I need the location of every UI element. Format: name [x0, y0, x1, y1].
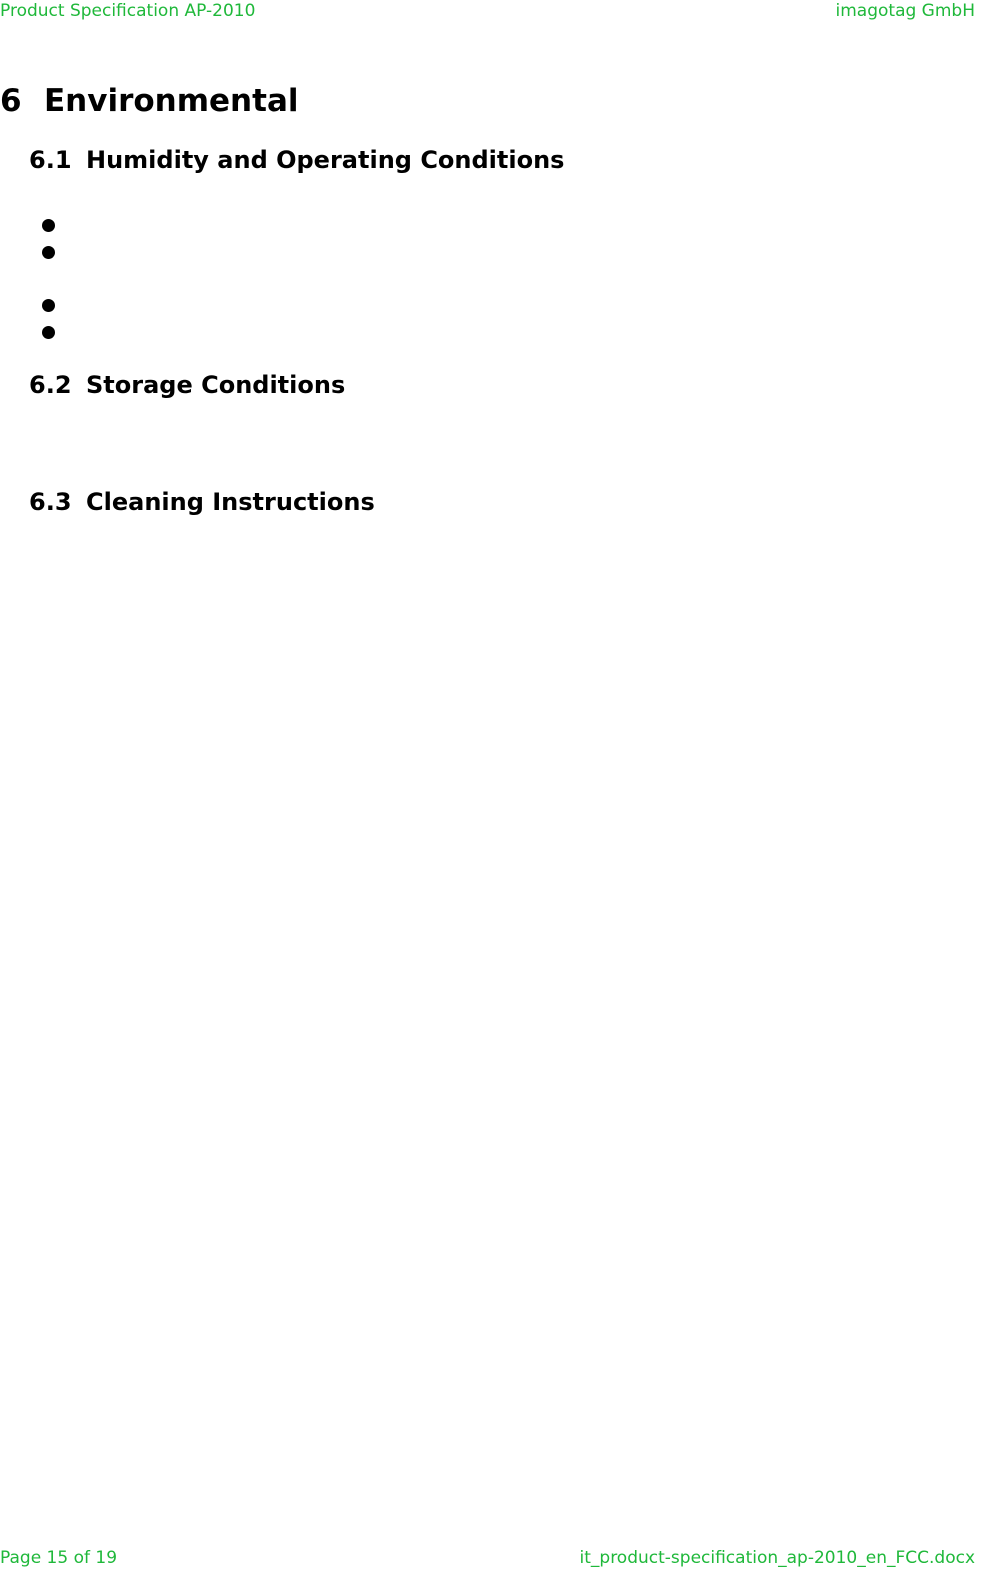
footer-page-number: Page 15 of 19	[0, 1548, 118, 1568]
header-document-title: Product Specification AP-2010	[0, 1, 256, 21]
subsection-heading-storage	[29, 373, 345, 397]
section-number: 6	[0, 83, 22, 119]
bullet-icon	[42, 246, 55, 259]
subsection-heading-humidity	[29, 148, 564, 172]
subsection-number: 6.1	[29, 146, 72, 174]
subsection-title: Humidity and Operating Conditions	[86, 146, 565, 174]
subsection-number: 6.3	[29, 488, 72, 516]
section-title: Environmental	[44, 83, 299, 119]
bullet-icon	[42, 299, 55, 312]
subsection-heading-cleaning	[29, 490, 375, 514]
header-company-name: imagotag GmbH	[835, 1, 975, 21]
bullet-icon	[42, 219, 55, 232]
section-heading	[0, 83, 299, 119]
subsection-title: Storage Conditions	[86, 371, 346, 399]
subsection-title: Cleaning Instructions	[86, 488, 375, 516]
footer-file-name: it_product-specification_ap-2010_en_FCC.docx	[579, 1548, 975, 1568]
bullet-icon	[42, 326, 55, 339]
subsection-number: 6.2	[29, 371, 72, 399]
